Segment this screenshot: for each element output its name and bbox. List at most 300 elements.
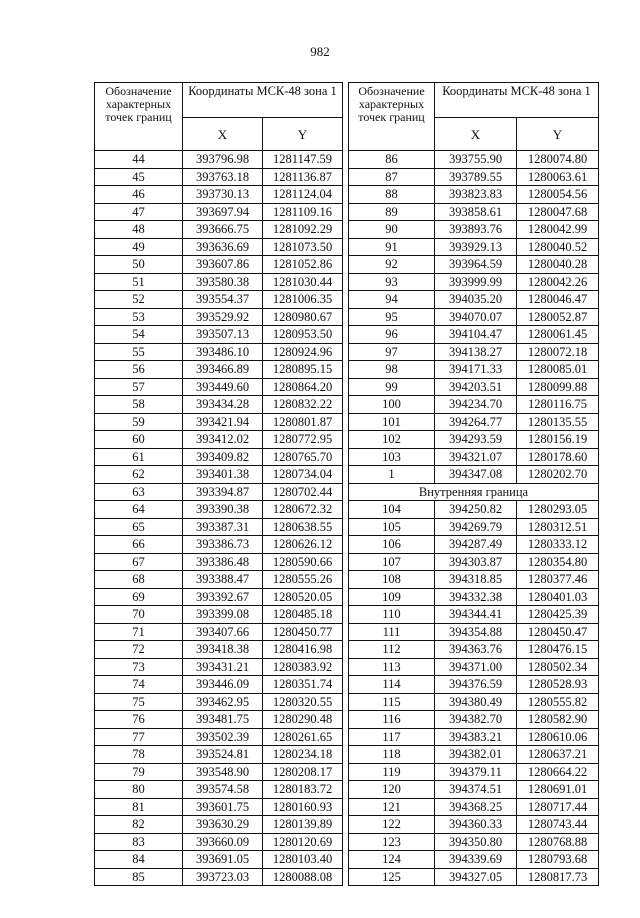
left-point-id: 81	[95, 798, 183, 816]
right-y-coordinate: 1280085.01	[517, 361, 599, 379]
left-x-coordinate: 393399.08	[183, 606, 263, 624]
right-x-coordinate: 393789.55	[435, 168, 517, 186]
table-row	[95, 361, 599, 379]
left-y-coordinate: 1281147.59	[263, 151, 343, 169]
right-point-id: 106	[349, 536, 435, 554]
left-y-coordinate: 1280980.67	[263, 308, 343, 326]
point-header-right: Обозначение характерных точек границ	[349, 83, 435, 151]
right-x-coordinate: 393929.13	[435, 238, 517, 256]
left-y-coordinate: 1280261.65	[263, 728, 343, 746]
left-x-coordinate: 393407.66	[183, 623, 263, 641]
left-point-id: 58	[95, 396, 183, 414]
table-row	[95, 151, 599, 169]
left-x-coordinate: 393548.90	[183, 763, 263, 781]
table-row	[95, 466, 599, 484]
right-x-coordinate: 393999.99	[435, 273, 517, 291]
y-header-right: Y	[517, 118, 599, 151]
left-x-coordinate: 393466.89	[183, 361, 263, 379]
right-point-id: 111	[349, 623, 435, 641]
right-point-id: 116	[349, 711, 435, 729]
right-x-coordinate: 393823.83	[435, 186, 517, 204]
right-point-id: 122	[349, 816, 435, 834]
right-y-coordinate: 1280099.88	[517, 378, 599, 396]
left-y-coordinate: 1280801.87	[263, 413, 343, 431]
right-point-id: 1	[349, 466, 435, 484]
right-x-coordinate: 394318.85	[435, 571, 517, 589]
left-y-coordinate: 1280234.18	[263, 746, 343, 764]
left-y-coordinate: 1280088.08	[263, 868, 343, 886]
left-x-coordinate: 393697.94	[183, 203, 263, 221]
right-y-coordinate: 1280691.01	[517, 781, 599, 799]
table-row	[95, 483, 599, 501]
table-row	[95, 326, 599, 344]
left-point-id: 75	[95, 693, 183, 711]
table-row	[95, 553, 599, 571]
right-point-id: 86	[349, 151, 435, 169]
left-point-id: 79	[95, 763, 183, 781]
left-y-coordinate: 1280103.40	[263, 851, 343, 869]
left-x-coordinate: 393386.48	[183, 553, 263, 571]
left-x-coordinate: 393507.13	[183, 326, 263, 344]
right-x-coordinate: 394138.27	[435, 343, 517, 361]
left-x-coordinate: 393386.73	[183, 536, 263, 554]
right-point-id: 95	[349, 308, 435, 326]
left-y-coordinate: 1280520.05	[263, 588, 343, 606]
right-y-coordinate: 1280202.70	[517, 466, 599, 484]
right-x-coordinate: 394269.79	[435, 518, 517, 536]
right-x-coordinate: 394383.21	[435, 728, 517, 746]
right-point-id: 108	[349, 571, 435, 589]
left-point-id: 57	[95, 378, 183, 396]
left-point-id: 77	[95, 728, 183, 746]
left-point-id: 67	[95, 553, 183, 571]
coords-header-right: Координаты МСК-48 зона 1	[435, 83, 599, 118]
x-header-right: X	[435, 118, 517, 151]
right-y-coordinate: 1280061.45	[517, 326, 599, 344]
right-x-coordinate: 394347.08	[435, 466, 517, 484]
right-x-coordinate: 394264.77	[435, 413, 517, 431]
left-x-coordinate: 393486.10	[183, 343, 263, 361]
left-x-coordinate: 393666.75	[183, 221, 263, 239]
left-x-coordinate: 393446.09	[183, 676, 263, 694]
table-row	[95, 308, 599, 326]
left-x-coordinate: 393574.58	[183, 781, 263, 799]
left-x-coordinate: 393412.02	[183, 431, 263, 449]
right-y-coordinate: 1280047.68	[517, 203, 599, 221]
right-y-coordinate: 1280401.03	[517, 588, 599, 606]
coordinates-table	[94, 82, 599, 886]
left-point-id: 83	[95, 833, 183, 851]
right-point-id: 105	[349, 518, 435, 536]
left-point-id: 44	[95, 151, 183, 169]
left-point-id: 59	[95, 413, 183, 431]
right-point-id: 118	[349, 746, 435, 764]
right-y-coordinate: 1280040.28	[517, 256, 599, 274]
right-point-id: 121	[349, 798, 435, 816]
table-row	[95, 518, 599, 536]
left-point-id: 53	[95, 308, 183, 326]
left-x-coordinate: 393630.29	[183, 816, 263, 834]
left-point-id: 54	[95, 326, 183, 344]
left-point-id: 52	[95, 291, 183, 309]
table-row	[95, 676, 599, 694]
right-x-coordinate: 394376.59	[435, 676, 517, 694]
left-point-id: 63	[95, 483, 183, 501]
left-y-coordinate: 1280320.55	[263, 693, 343, 711]
right-y-coordinate: 1280502.34	[517, 658, 599, 676]
table-row	[95, 693, 599, 711]
table-row	[95, 658, 599, 676]
table-row	[95, 781, 599, 799]
left-point-id: 71	[95, 623, 183, 641]
left-x-coordinate: 393409.82	[183, 448, 263, 466]
right-x-coordinate: 394234.70	[435, 396, 517, 414]
right-x-coordinate: 394380.49	[435, 693, 517, 711]
right-point-id: 88	[349, 186, 435, 204]
right-y-coordinate: 1280425.39	[517, 606, 599, 624]
left-point-id: 55	[95, 343, 183, 361]
left-point-id: 85	[95, 868, 183, 886]
right-point-id: 107	[349, 553, 435, 571]
table-row	[95, 728, 599, 746]
right-x-coordinate: 394287.49	[435, 536, 517, 554]
right-y-coordinate: 1280817.73	[517, 868, 599, 886]
right-x-coordinate: 394371.00	[435, 658, 517, 676]
table-row	[95, 378, 599, 396]
left-x-coordinate: 393388.47	[183, 571, 263, 589]
right-y-coordinate: 1280377.46	[517, 571, 599, 589]
table-row	[95, 273, 599, 291]
table-row	[95, 291, 599, 309]
page-number: 982	[310, 44, 330, 59]
left-point-id: 78	[95, 746, 183, 764]
left-y-coordinate: 1280485.18	[263, 606, 343, 624]
left-y-coordinate: 1280450.77	[263, 623, 343, 641]
right-y-coordinate: 1280040.52	[517, 238, 599, 256]
left-y-coordinate: 1280702.44	[263, 483, 343, 501]
right-x-coordinate: 394035.20	[435, 291, 517, 309]
right-point-id: 91	[349, 238, 435, 256]
left-point-id: 48	[95, 221, 183, 239]
section-label: Внутренняя граница	[349, 483, 599, 501]
left-y-coordinate: 1281136.87	[263, 168, 343, 186]
right-y-coordinate: 1280042.26	[517, 273, 599, 291]
table-row	[95, 203, 599, 221]
table-row	[95, 816, 599, 834]
left-x-coordinate: 393580.38	[183, 273, 263, 291]
right-x-coordinate: 394382.70	[435, 711, 517, 729]
left-point-id: 46	[95, 186, 183, 204]
left-x-coordinate: 393524.81	[183, 746, 263, 764]
left-x-coordinate: 393418.38	[183, 641, 263, 659]
left-x-coordinate: 393723.03	[183, 868, 263, 886]
left-y-coordinate: 1281073.50	[263, 238, 343, 256]
right-x-coordinate: 394104.47	[435, 326, 517, 344]
left-point-id: 61	[95, 448, 183, 466]
right-y-coordinate: 1280178.60	[517, 448, 599, 466]
left-x-coordinate: 393481.75	[183, 711, 263, 729]
right-point-id: 103	[349, 448, 435, 466]
left-y-coordinate: 1280290.48	[263, 711, 343, 729]
table-row	[95, 238, 599, 256]
right-y-coordinate: 1280116.75	[517, 396, 599, 414]
left-x-coordinate: 393392.67	[183, 588, 263, 606]
left-point-id: 51	[95, 273, 183, 291]
left-x-coordinate: 393449.60	[183, 378, 263, 396]
right-point-id: 101	[349, 413, 435, 431]
left-point-id: 45	[95, 168, 183, 186]
right-point-id: 109	[349, 588, 435, 606]
left-x-coordinate: 393387.31	[183, 518, 263, 536]
table-row	[95, 168, 599, 186]
left-x-coordinate: 393529.92	[183, 308, 263, 326]
left-y-coordinate: 1280590.66	[263, 553, 343, 571]
table-row	[95, 763, 599, 781]
left-point-id: 74	[95, 676, 183, 694]
right-point-id: 100	[349, 396, 435, 414]
left-y-coordinate: 1280953.50	[263, 326, 343, 344]
left-point-id: 76	[95, 711, 183, 729]
right-x-coordinate: 394203.51	[435, 378, 517, 396]
right-x-coordinate: 394171.33	[435, 361, 517, 379]
right-point-id: 104	[349, 501, 435, 519]
table-header-row	[95, 83, 599, 118]
right-y-coordinate: 1280528.93	[517, 676, 599, 694]
right-x-coordinate: 393858.61	[435, 203, 517, 221]
left-point-id: 60	[95, 431, 183, 449]
left-y-coordinate: 1280383.92	[263, 658, 343, 676]
left-y-coordinate: 1280895.15	[263, 361, 343, 379]
right-point-id: 92	[349, 256, 435, 274]
left-y-coordinate: 1280416.98	[263, 641, 343, 659]
right-point-id: 93	[349, 273, 435, 291]
left-x-coordinate: 393401.38	[183, 466, 263, 484]
table-row	[95, 186, 599, 204]
left-y-coordinate: 1281109.16	[263, 203, 343, 221]
right-y-coordinate: 1280717.44	[517, 798, 599, 816]
right-point-id: 125	[349, 868, 435, 886]
right-x-coordinate: 393755.90	[435, 151, 517, 169]
right-point-id: 94	[349, 291, 435, 309]
table-row	[95, 588, 599, 606]
left-point-id: 47	[95, 203, 183, 221]
right-point-id: 124	[349, 851, 435, 869]
left-point-id: 49	[95, 238, 183, 256]
right-y-coordinate: 1280074.80	[517, 151, 599, 169]
right-y-coordinate: 1280063.61	[517, 168, 599, 186]
left-y-coordinate: 1280772.95	[263, 431, 343, 449]
right-point-id: 115	[349, 693, 435, 711]
table-row	[95, 711, 599, 729]
left-x-coordinate: 393421.94	[183, 413, 263, 431]
table-row	[95, 641, 599, 659]
right-x-coordinate: 394382.01	[435, 746, 517, 764]
left-y-coordinate: 1280734.04	[263, 466, 343, 484]
left-y-coordinate: 1280351.74	[263, 676, 343, 694]
right-point-id: 97	[349, 343, 435, 361]
table-row	[95, 833, 599, 851]
right-y-coordinate: 1280135.55	[517, 413, 599, 431]
right-y-coordinate: 1280054.56	[517, 186, 599, 204]
left-x-coordinate: 393796.98	[183, 151, 263, 169]
right-y-coordinate: 1280312.51	[517, 518, 599, 536]
left-y-coordinate: 1280832.22	[263, 396, 343, 414]
left-point-id: 56	[95, 361, 183, 379]
table-row	[95, 256, 599, 274]
right-y-coordinate: 1280354.80	[517, 553, 599, 571]
right-y-coordinate: 1280637.21	[517, 746, 599, 764]
left-x-coordinate: 393636.69	[183, 238, 263, 256]
left-point-id: 73	[95, 658, 183, 676]
right-point-id: 98	[349, 361, 435, 379]
right-x-coordinate: 394070.07	[435, 308, 517, 326]
right-x-coordinate: 394350.80	[435, 833, 517, 851]
left-x-coordinate: 393462.95	[183, 693, 263, 711]
right-y-coordinate: 1280768.88	[517, 833, 599, 851]
left-x-coordinate: 393434.28	[183, 396, 263, 414]
table-row	[95, 798, 599, 816]
left-y-coordinate: 1280139.89	[263, 816, 343, 834]
table-row	[95, 396, 599, 414]
left-point-id: 64	[95, 501, 183, 519]
table-row	[95, 448, 599, 466]
left-y-coordinate: 1280626.12	[263, 536, 343, 554]
right-y-coordinate: 1280052.87	[517, 308, 599, 326]
table-row	[95, 221, 599, 239]
left-x-coordinate: 393691.05	[183, 851, 263, 869]
right-x-coordinate: 394293.59	[435, 431, 517, 449]
left-y-coordinate: 1280555.26	[263, 571, 343, 589]
table-row	[95, 536, 599, 554]
left-y-coordinate: 1280864.20	[263, 378, 343, 396]
left-y-coordinate: 1280120.69	[263, 833, 343, 851]
right-point-id: 114	[349, 676, 435, 694]
right-x-coordinate: 394368.25	[435, 798, 517, 816]
right-point-id: 113	[349, 658, 435, 676]
right-x-coordinate: 394321.07	[435, 448, 517, 466]
table-row	[95, 623, 599, 641]
right-y-coordinate: 1280743.44	[517, 816, 599, 834]
right-point-id: 89	[349, 203, 435, 221]
left-y-coordinate: 1281030.44	[263, 273, 343, 291]
right-x-coordinate: 394379.11	[435, 763, 517, 781]
left-point-id: 50	[95, 256, 183, 274]
table-row	[95, 571, 599, 589]
left-point-id: 82	[95, 816, 183, 834]
left-y-coordinate: 1281052.86	[263, 256, 343, 274]
left-x-coordinate: 393431.21	[183, 658, 263, 676]
left-x-coordinate: 393554.37	[183, 291, 263, 309]
right-x-coordinate: 393893.76	[435, 221, 517, 239]
right-point-id: 90	[349, 221, 435, 239]
right-point-id: 102	[349, 431, 435, 449]
table-row	[95, 413, 599, 431]
left-y-coordinate: 1280924.96	[263, 343, 343, 361]
right-y-coordinate: 1280555.82	[517, 693, 599, 711]
left-x-coordinate: 393394.87	[183, 483, 263, 501]
coords-header-left: Координаты МСК-48 зона 1	[183, 83, 343, 118]
left-x-coordinate: 393763.18	[183, 168, 263, 186]
right-point-id: 112	[349, 641, 435, 659]
right-y-coordinate: 1280042.99	[517, 221, 599, 239]
right-point-id: 110	[349, 606, 435, 624]
right-point-id: 96	[349, 326, 435, 344]
right-y-coordinate: 1280293.05	[517, 501, 599, 519]
right-point-id: 123	[349, 833, 435, 851]
table-row	[95, 868, 599, 886]
left-x-coordinate: 393730.13	[183, 186, 263, 204]
left-y-coordinate: 1280672.32	[263, 501, 343, 519]
right-point-id: 117	[349, 728, 435, 746]
left-y-coordinate: 1281124.04	[263, 186, 343, 204]
left-x-coordinate: 393502.39	[183, 728, 263, 746]
x-header-left: X	[183, 118, 263, 151]
left-x-coordinate: 393601.75	[183, 798, 263, 816]
left-y-coordinate: 1281092.29	[263, 221, 343, 239]
right-point-id: 87	[349, 168, 435, 186]
table-row	[95, 851, 599, 869]
right-y-coordinate: 1280046.47	[517, 291, 599, 309]
right-y-coordinate: 1280333.12	[517, 536, 599, 554]
right-x-coordinate: 394354.88	[435, 623, 517, 641]
left-y-coordinate: 1281006.35	[263, 291, 343, 309]
y-header-left: Y	[263, 118, 343, 151]
right-x-coordinate: 394360.33	[435, 816, 517, 834]
right-y-coordinate: 1280156.19	[517, 431, 599, 449]
table-row	[95, 606, 599, 624]
left-x-coordinate: 393390.38	[183, 501, 263, 519]
table-row	[95, 501, 599, 519]
table-row	[95, 431, 599, 449]
right-point-id: 119	[349, 763, 435, 781]
right-x-coordinate: 394363.76	[435, 641, 517, 659]
right-x-coordinate: 394250.82	[435, 501, 517, 519]
left-x-coordinate: 393660.09	[183, 833, 263, 851]
right-point-id: 99	[349, 378, 435, 396]
left-point-id: 72	[95, 641, 183, 659]
left-point-id: 66	[95, 536, 183, 554]
table-row	[95, 343, 599, 361]
left-x-coordinate: 393607.86	[183, 256, 263, 274]
left-point-id: 62	[95, 466, 183, 484]
right-x-coordinate: 394374.51	[435, 781, 517, 799]
left-point-id: 65	[95, 518, 183, 536]
right-x-coordinate: 394339.69	[435, 851, 517, 869]
left-y-coordinate: 1280638.55	[263, 518, 343, 536]
right-y-coordinate: 1280664.22	[517, 763, 599, 781]
right-y-coordinate: 1280582.90	[517, 711, 599, 729]
left-point-id: 80	[95, 781, 183, 799]
left-point-id: 70	[95, 606, 183, 624]
right-y-coordinate: 1280476.15	[517, 641, 599, 659]
left-y-coordinate: 1280160.93	[263, 798, 343, 816]
right-x-coordinate: 394344.41	[435, 606, 517, 624]
right-x-coordinate: 393964.59	[435, 256, 517, 274]
right-x-coordinate: 394303.87	[435, 553, 517, 571]
left-y-coordinate: 1280765.70	[263, 448, 343, 466]
right-y-coordinate: 1280610.06	[517, 728, 599, 746]
left-y-coordinate: 1280208.17	[263, 763, 343, 781]
right-y-coordinate: 1280450.47	[517, 623, 599, 641]
right-point-id: 120	[349, 781, 435, 799]
point-header-left: Обозначение характерных точек границ	[95, 83, 183, 151]
right-x-coordinate: 394327.05	[435, 868, 517, 886]
right-y-coordinate: 1280072.18	[517, 343, 599, 361]
table-row	[95, 746, 599, 764]
right-y-coordinate: 1280793.68	[517, 851, 599, 869]
left-point-id: 68	[95, 571, 183, 589]
left-y-coordinate: 1280183.72	[263, 781, 343, 799]
